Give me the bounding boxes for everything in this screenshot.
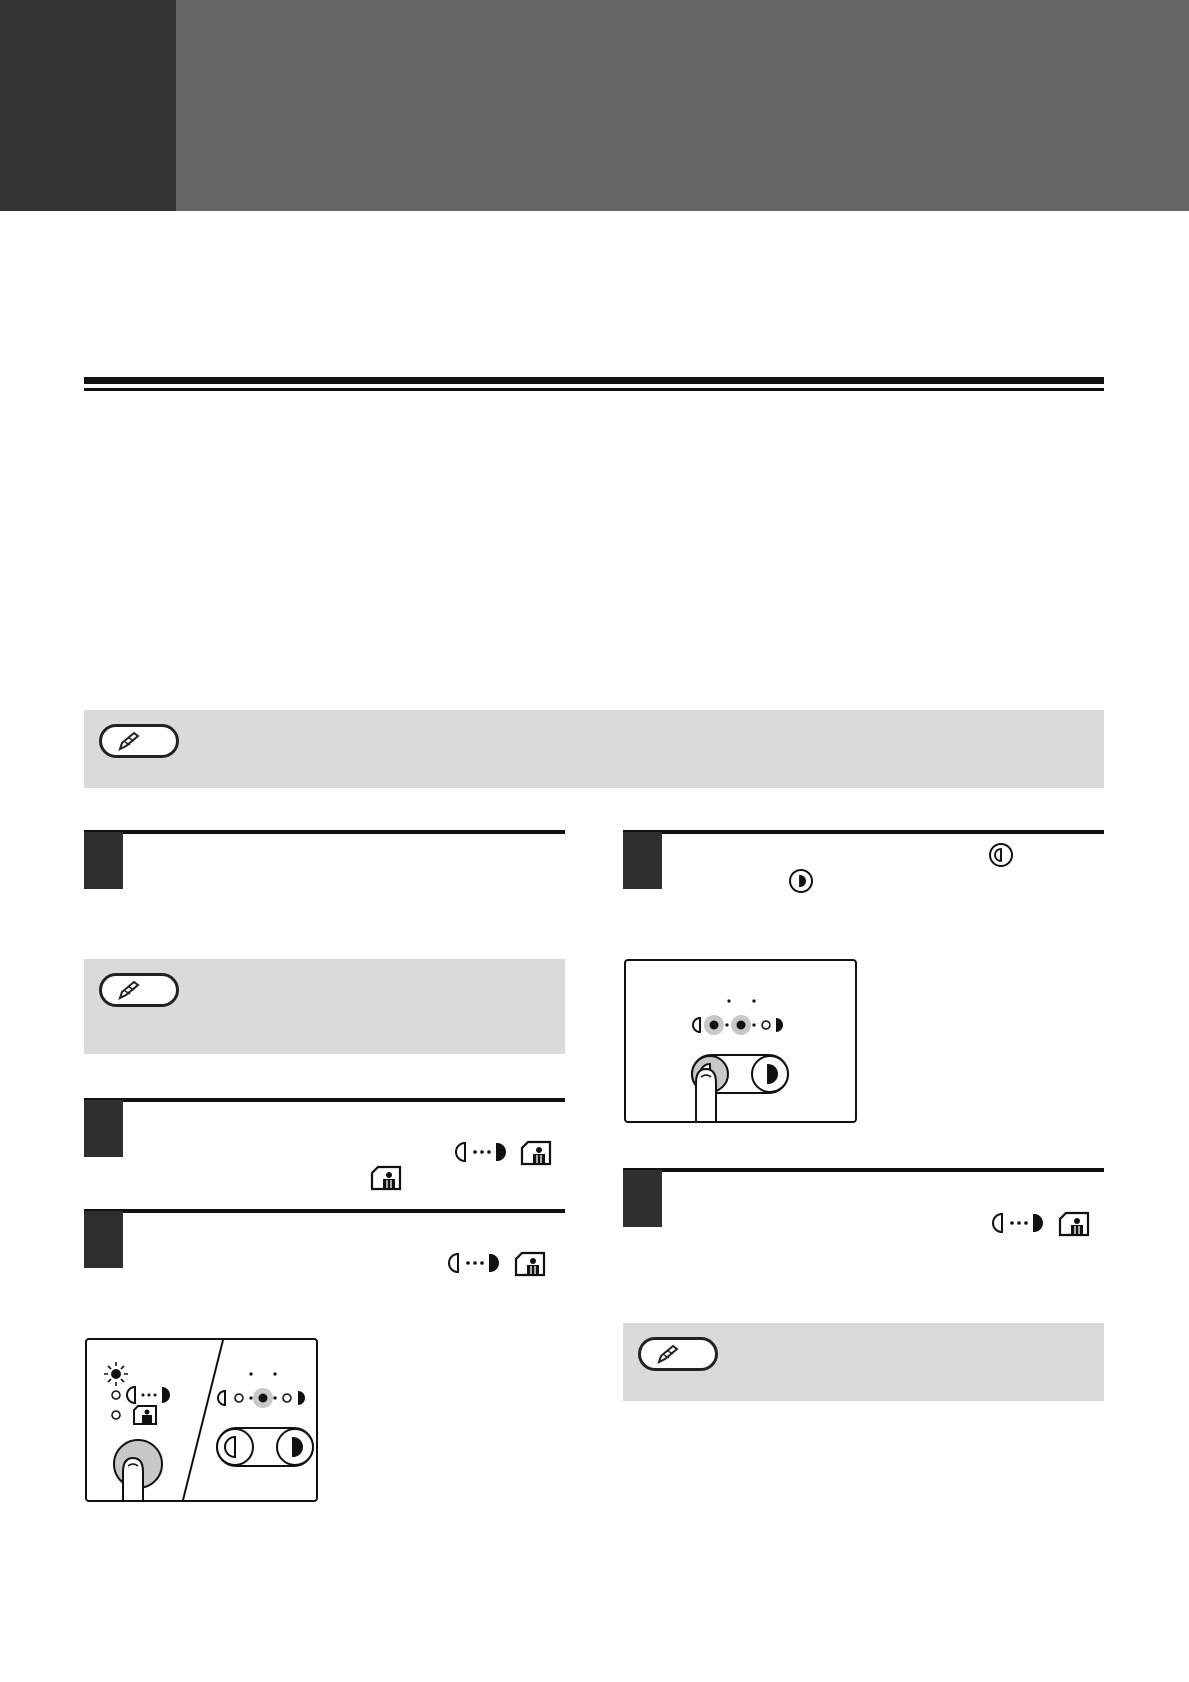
- step-3-illustration: [85, 1338, 318, 1502]
- exposure-scale-icon: [448, 1252, 502, 1274]
- exposure-scale-icon: [455, 1141, 509, 1163]
- step-3-number-block: [84, 1211, 123, 1268]
- pencil-note-icon: [114, 731, 150, 753]
- step-2-rule: [84, 1098, 565, 1102]
- photo-mode-icon: [520, 1140, 552, 1166]
- photo-mode-icon: [370, 1165, 402, 1191]
- note-box-step-1: [84, 959, 565, 1054]
- step-1-number-block: [84, 832, 123, 889]
- section-rule-thick: [84, 377, 1104, 384]
- photo-mode-icon: [134, 1406, 156, 1424]
- note-box-step-5: [623, 1323, 1104, 1401]
- note-badge: [99, 973, 179, 1007]
- step-4-number-block: [623, 832, 662, 889]
- exposure-scale-icon: [127, 1387, 170, 1403]
- step-1-rule: [84, 830, 565, 834]
- dark-key-icon: [788, 868, 814, 894]
- step-3-rule: [84, 1209, 565, 1213]
- note-badge: [638, 1337, 718, 1371]
- exposure-key-pair: [217, 1428, 313, 1466]
- photo-mode-icon: [1058, 1211, 1090, 1237]
- exposure-level-scale: [693, 999, 783, 1035]
- chapter-tab-block: [0, 0, 176, 211]
- note-box-top: [84, 710, 1104, 788]
- photo-mode-icon: [514, 1251, 546, 1277]
- pressing-finger-icon: [696, 1069, 716, 1121]
- step-4-illustration: [624, 959, 857, 1123]
- step-5-number-block: [623, 1170, 662, 1227]
- control-panel-diagram: [626, 961, 855, 1121]
- note-badge: [99, 724, 179, 758]
- pencil-note-icon: [653, 1344, 689, 1366]
- exposure-level-scale: [218, 1372, 305, 1408]
- exposure-scale-icon: [992, 1212, 1046, 1234]
- control-panel-diagram: [87, 1340, 316, 1500]
- step-5-rule: [623, 1168, 1104, 1172]
- light-key-icon: [988, 842, 1014, 868]
- pencil-note-icon: [114, 980, 150, 1002]
- chapter-header-bar: [176, 0, 1189, 211]
- step-2-number-block: [84, 1100, 123, 1157]
- step-4-rule: [623, 830, 1104, 834]
- blinking-lamp-icon: [104, 1362, 128, 1386]
- section-rule-thin: [84, 388, 1104, 391]
